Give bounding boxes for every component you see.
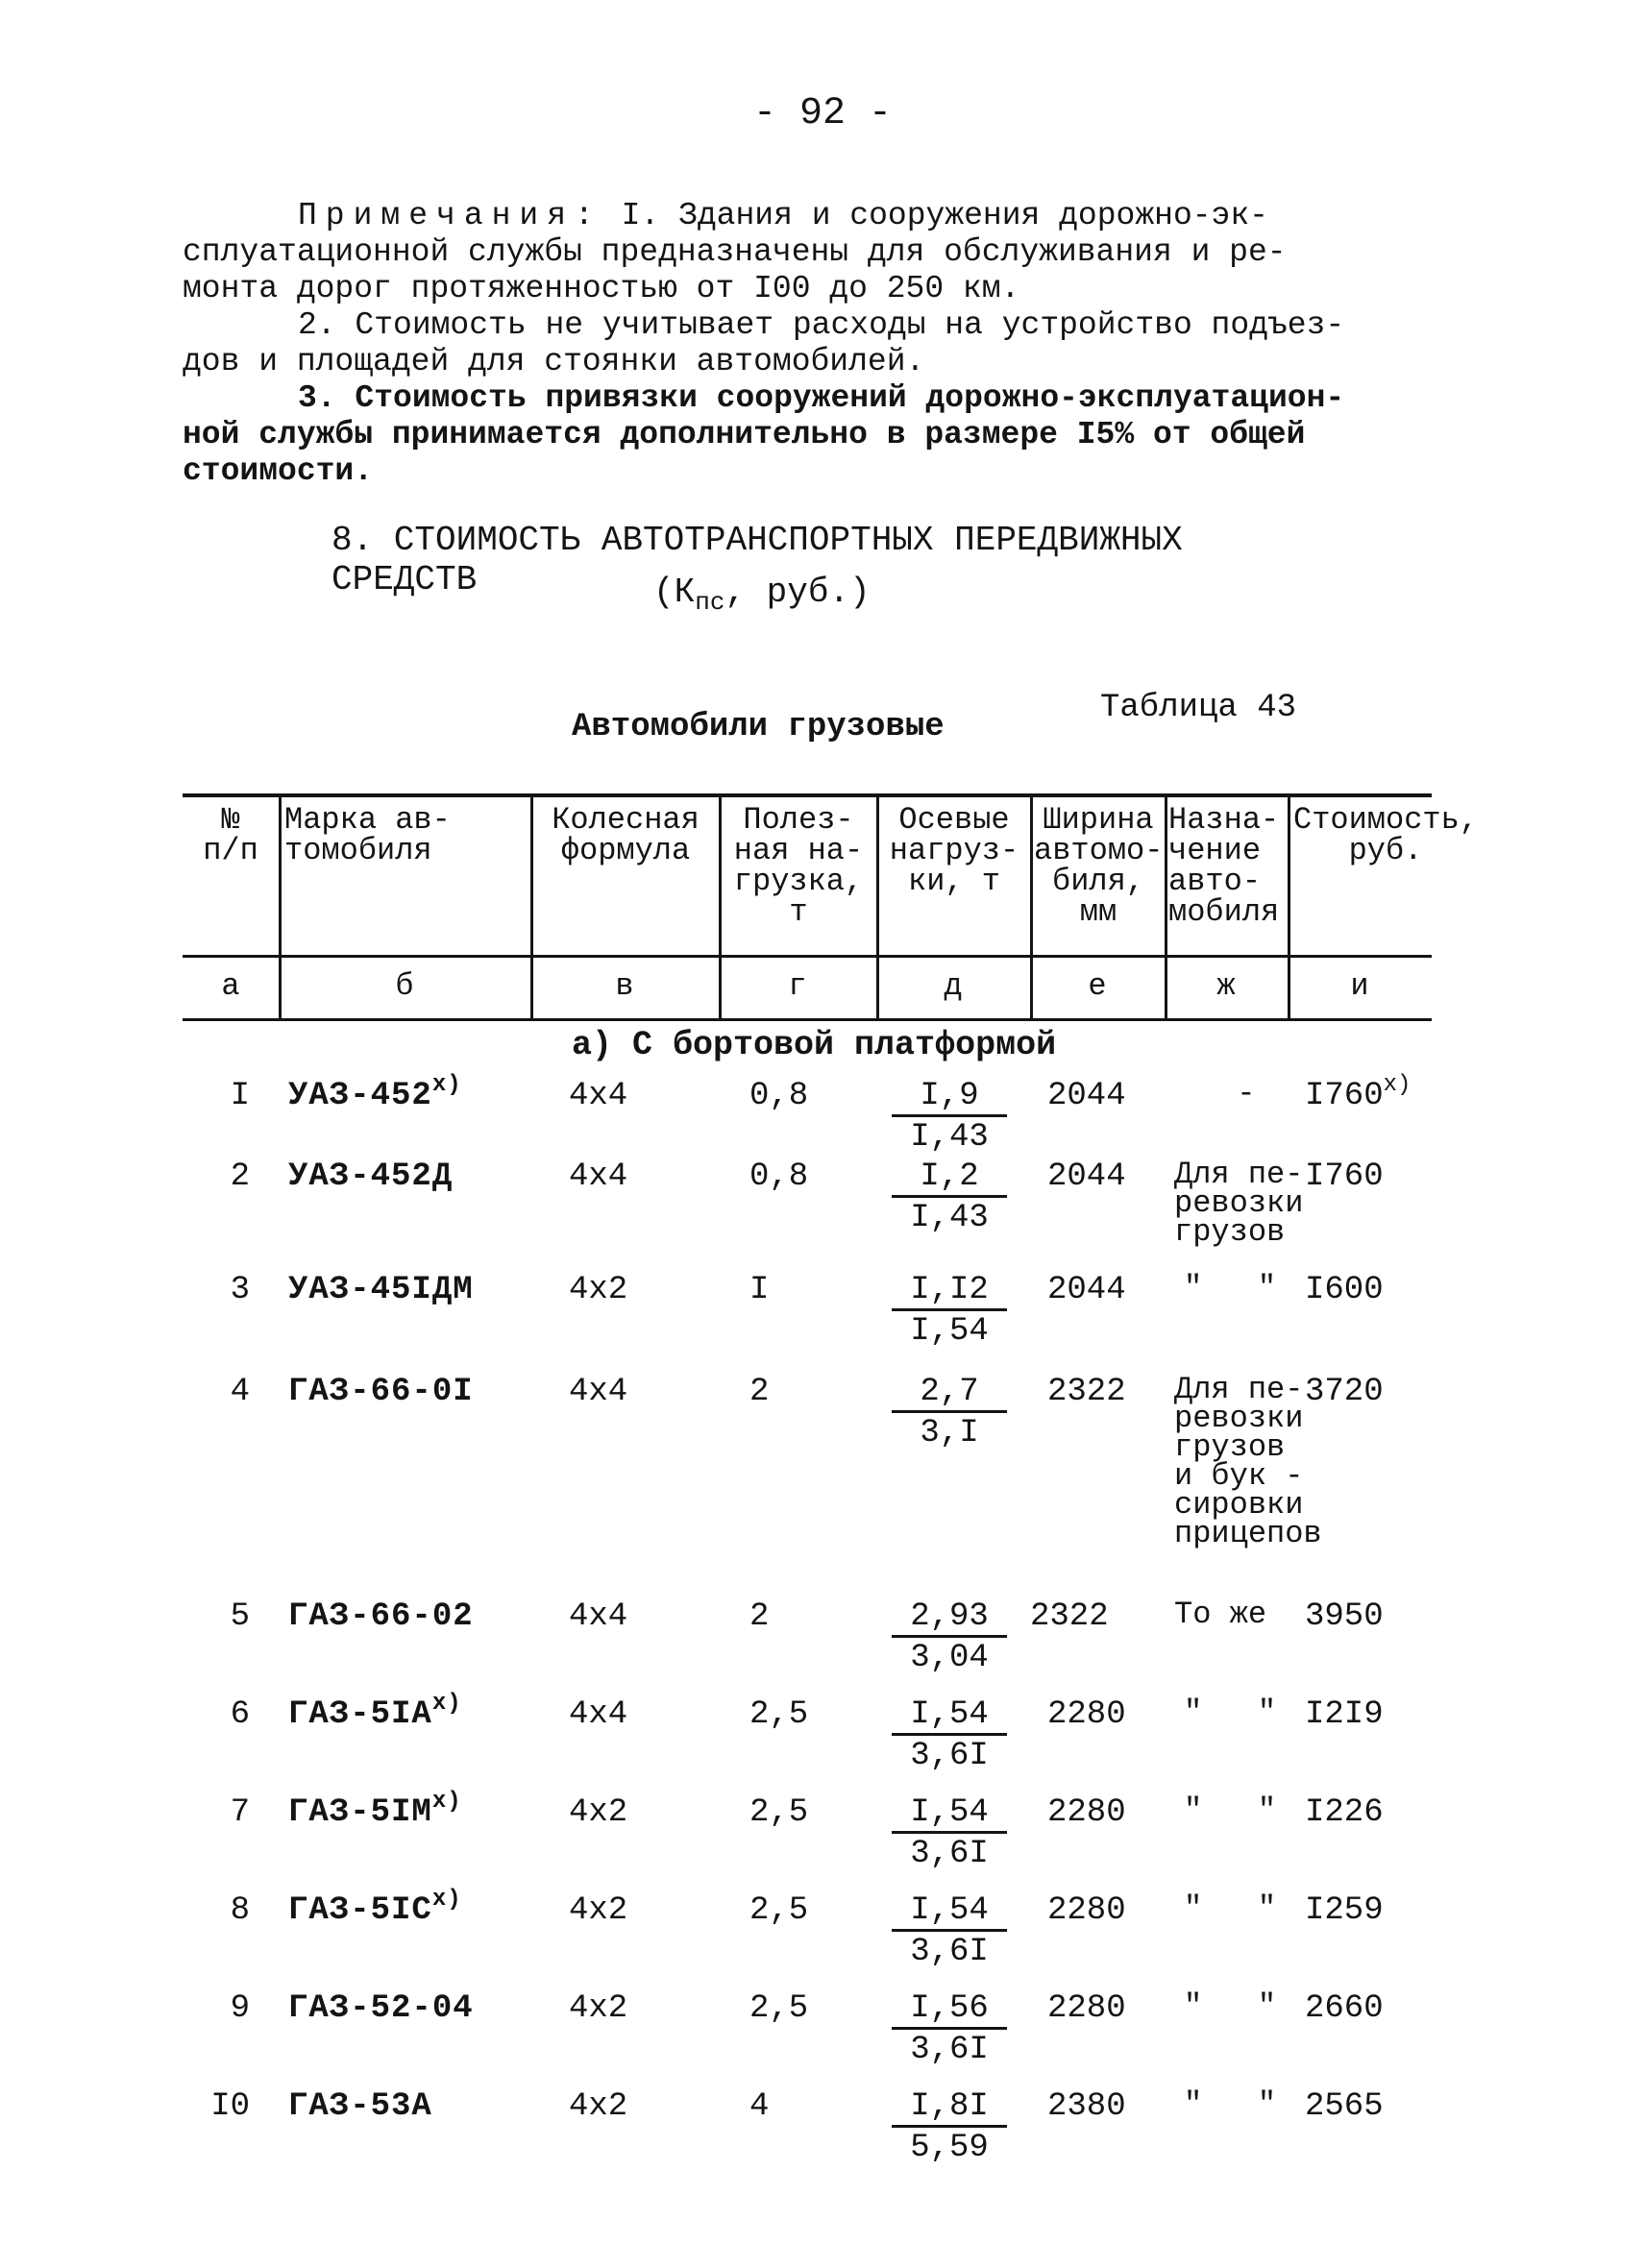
section-sub-open: (К [653,573,696,612]
table-letters-rule [183,1018,1432,1021]
note-1-line-c: монта дорог протяженностью от I00 до 250 км. [183,271,1020,306]
row-num: 6 [230,1696,250,1733]
row-load: 2 [749,1598,770,1635]
notes-block [183,198,1432,490]
row-axle: $\frac{2,93}{3,04}$ [892,1600,1007,1674]
row-width: 2280 [1047,1794,1126,1831]
row-num: I [230,1078,250,1114]
row-wheel: 4х4 [569,1158,628,1195]
col-letter-b: б [395,968,414,1004]
row-wheel: 4х2 [569,2088,628,2125]
row-load: 2,5 [749,1794,809,1831]
row-num: 3 [230,1272,250,1308]
row-width: 2322 [1030,1598,1109,1635]
row-cost: 3950 [1305,1598,1384,1635]
section-sub-index: пс [695,588,725,618]
row-wheel: 4х4 [569,1374,628,1410]
row-cost: I600 [1305,1272,1384,1308]
row-brand: ГАЗ-52-04 [288,1990,474,2027]
row-axle: $\frac{I,56}{3,6I}$ [892,1992,1007,2066]
row-load: 2,5 [749,1696,809,1733]
notes-label: Примечания: [298,198,602,233]
row-num: I0 [210,2088,250,2125]
header-brand: Марка ав- томобиля [284,802,451,868]
note-2-line-a: 2. Стоимость не учитывает расходы на устройство подъез- [298,307,1345,343]
section-title: 8. СТОИМОСТЬ АВТОТРАНСПОРТНЫХ ПЕРЕДВИЖНЫХ СРЕДСТВ [331,521,1183,599]
table-header-rule [183,955,1432,958]
note-3-line-b: ной службы принимается дополнительно в размере I5% от общей [183,417,1306,452]
header-cost: Стоимость, руб. [1292,802,1479,868]
row-load: I [749,1272,770,1308]
row-num: 7 [230,1794,250,1831]
header-axle-load: Осевые нагруз- ки, т [889,802,1019,899]
col-letter-g: г [788,968,807,1004]
row-cost: I2I9 [1305,1696,1384,1733]
row-num: 5 [230,1598,250,1635]
row-purpose: " " [1184,1890,1277,1926]
row-cost: I259 [1305,1892,1384,1929]
row-brand: ГАЗ-53А [288,2088,432,2125]
row-axle: $\frac{I,I2}{I,54}$ [892,1274,1007,1348]
row-purpose: " " [1184,1792,1277,1828]
row-axle: $\frac{2,7}{3,I}$ [892,1376,1007,1450]
row-brand: ГАЗ-66-02 [288,1598,474,1635]
note-1-line-b: сплуатационной службы предназначены для обслуживания и ре- [183,234,1287,270]
row-load: 0,8 [749,1078,809,1114]
row-brand: ГАЗ-$5IМ^{х)}$ [288,1789,462,1831]
row-brand: УАЗ-45IДМ [288,1272,474,1308]
header-purpose: Назна- чение авто- мобиля [1168,802,1280,930]
row-cost: I760 [1305,1158,1384,1195]
section-subtitle [653,573,871,617]
note-1-line-a: I. Здания и сооружения дорожно-эк- [621,198,1268,233]
row-num: 2 [230,1158,250,1195]
col-letter-v: в [615,968,634,1004]
row-axle: $\frac{I,9}{I,43}$ [892,1080,1007,1154]
row-cost: I226 [1305,1794,1384,1831]
header-width: Ширина автомо- биля, мм [1034,802,1164,930]
row-wheel: 4х4 [569,1696,628,1733]
row-load: 4 [749,2088,770,2125]
row-purpose: " " [1184,2086,1277,2122]
row-brand: ГАЗ-66-0I [288,1374,474,1410]
row-cost: 2565 [1305,2088,1384,2125]
row-wheel: 4х2 [569,1794,628,1831]
row-width: 2044 [1047,1158,1126,1195]
row-cost: $I760^{х)}$ [1305,1072,1412,1114]
row-width: 2280 [1047,1696,1126,1733]
row-width: 2044 [1047,1078,1126,1114]
row-wheel: 4х2 [569,1272,628,1308]
col-letter-zh: ж [1216,968,1236,1004]
row-wheel: 4х4 [569,1078,628,1114]
page-number: - 92 - [752,92,893,135]
row-load: 0,8 [749,1158,809,1195]
row-num: 8 [230,1892,250,1929]
row-cost: 2660 [1305,1990,1384,2027]
row-width: 2280 [1047,1990,1126,2027]
group-label: а) С бортовой платформой [572,1026,1057,1064]
table-subtitle: Автомобили грузовые [572,709,945,745]
row-wheel: 4х2 [569,1990,628,2027]
row-wheel: 4х4 [569,1598,628,1635]
row-purpose: " " [1184,1270,1277,1305]
row-width: 2380 [1047,2088,1126,2125]
row-brand: УАЗ-452Д [288,1158,454,1195]
row-axle: $\frac{I,54}{3,6I}$ [892,1698,1007,1772]
row-cost: 3720 [1305,1374,1384,1410]
row-load: 2,5 [749,1892,809,1929]
row-width: 2280 [1047,1892,1126,1929]
row-width: 2322 [1047,1374,1126,1410]
col-letter-d: д [944,968,963,1004]
row-load: 2 [749,1374,770,1410]
row-brand: УАЗ-$452^{х)}$ [288,1072,462,1114]
row-purpose: - [1237,1076,1256,1111]
col-letter-i: и [1350,968,1369,1004]
row-purpose: " " [1184,1695,1277,1730]
row-axle: $\frac{I,8I}{5,59}$ [892,2090,1007,2164]
row-axle: $\frac{I,2}{I,43}$ [892,1160,1007,1234]
row-purpose: Для пе- ревозки грузов и бук - сировки прицепов [1174,1372,1322,1551]
table-caption: Таблица 43 [1100,690,1297,726]
row-width: 2044 [1047,1272,1126,1308]
row-axle: $\frac{I,54}{3,6I}$ [892,1894,1007,1968]
row-load: 2,5 [749,1990,809,2027]
note-3-line-a: 3. Стоимость привязки сооружений дорожно-эксплуатацион- [298,380,1345,416]
row-wheel: 4х2 [569,1892,628,1929]
note-3-line-c: стоимости. [183,453,374,489]
row-num: 9 [230,1990,250,2027]
table-top-rule [183,793,1432,797]
section-sub-rest: , руб.) [724,573,871,612]
row-purpose: Для пе- ревозки грузов [1174,1157,1304,1250]
note-2-line-b: дов и площадей для стоянки автомобилей. [183,344,925,379]
row-purpose: То же [1174,1597,1267,1632]
row-brand: ГАЗ-$5IС^{х)}$ [288,1887,462,1929]
header-wheel-formula: Колесная формула [552,802,700,868]
row-purpose: " " [1184,1988,1277,2024]
row-axle: $\frac{I,54}{3,6I}$ [892,1796,1007,1870]
header-payload: Полез- ная на- грузка, т [733,802,864,930]
header-num: № п/п [203,802,258,868]
row-num: 4 [230,1374,250,1410]
col-letter-a: а [221,968,240,1004]
col-letter-e: е [1088,968,1107,1004]
row-brand: ГАЗ-$5IА^{х)}$ [288,1691,462,1733]
